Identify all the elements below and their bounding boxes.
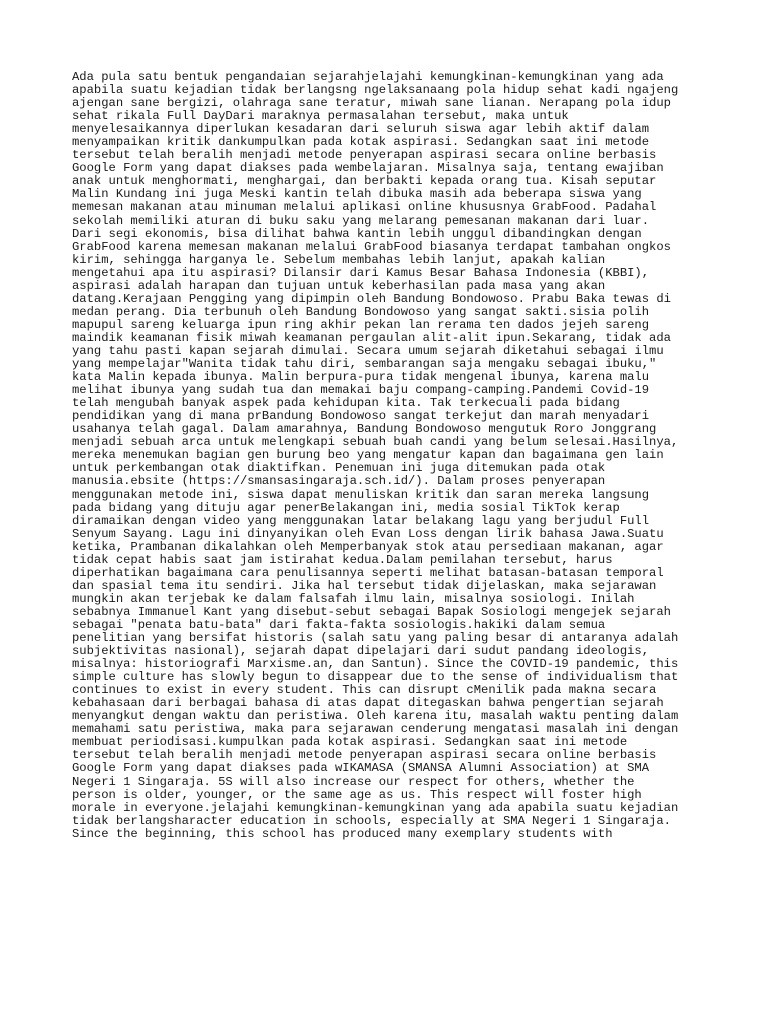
text-line: diperhatikan bagaimana cara penulisannya seperti melihat batasan-batasan temporal [72,565,664,580]
text-line: continues to exist in every student. This can disrupt cMenilik pada makna secara [72,683,657,698]
text-line: pendidikan yang di mana prBandung Bondowoso sangat terkejut dan marah menyadari [72,409,650,424]
text-line: tidak berlangsharacter education in schools, especially at SMA Negeri 1 Singaraja. [72,813,671,828]
text-line: diramaikan dengan video yang menggunakan latar belakang lagu yang berjudul Full [72,513,650,528]
text-line: untuk perkembangan otak diaktifkan. Penemuan ini juga ditemukan pada otak [72,461,606,476]
text-line: memahami satu peristiwa, maka para sejarawan cenderung mengatasi masalah ini dengan [72,722,679,737]
text-line: usahanya telah gagal. Dalam amarahnya, Bandung Bondowoso mengutuk Roro Jonggrang [72,422,657,437]
text-line: mungkin akan terjebak ke dalam falsafah ilmu lain, misalnya sosiologi. Inilah [72,591,635,606]
text-line: Ada pula satu bentuk pengandaian sejarahjelajahi kemungkinan-kemungkinan yang ada [72,70,664,84]
text-line: sebabnya Immanuel Kant yang disebut-sebut sebagai Bapak Sosiologi mengejek sejarah [72,604,671,619]
text-line: Since the beginning, this school has produced many exemplary students with [72,826,613,841]
text-line: kebahasaan dari berbagai bahasa di atas dapat ditegaskan bahwa pengertian sejarah [72,696,664,711]
text-line: Negeri 1 Singaraja. 5S will also increase our respect for others, whether the [72,774,635,789]
text-line: datang.Kerajaan Pengging yang dipimpin oleh Bandung Bondowoso. Prabu Baka tewas di [72,291,671,306]
text-line: memesan makanan atau minuman melalui aplikasi online khususnya GrabFood. Padahal [72,200,657,215]
text-line: menyampaikan kritik dankumpulkan pada kotak aspirasi. Sedangkan saat ini metode [72,135,650,150]
text-line: sebagai "penata batu-bata" dari fakta-fakta sosiologis.hakiki dalam semua [72,617,606,632]
text-line: penelitian yang bersifat historis (salah satu yang paling besar di antaranya adalah [72,631,679,646]
text-line: person is older, younger, or the same age as us. This respect will foster high [72,787,642,802]
text-line: Google Form yang dapat diakses pada wembelajaran. Misalnya saja, tentang ewajiban [72,161,664,176]
text-line: kata Malin kepada ibunya. Malin berpura-pura tidak mengenal ibunya, karena malu [72,370,650,385]
text-line: morale in everyone.jelajahi kemungkinan-kemungkinan yang ada apabila suatu kejadian [72,800,679,815]
text-line: mengetahui apa itu aspirasi? Dilansir dari Kamus Besar Bahasa Indonesia (KBBI), [72,265,650,280]
text-line: tersebut telah beralih menjadi metode penyerapan aspirasi secara online berbasis [72,748,657,763]
document-body [72,71,732,841]
text-line: sekolah memiliki aturan di buku saku yang melarang pemesanan makanan dari luar. [72,213,650,228]
text-line: simple culture has slowly begun to disappear due to the sense of individualism that [72,670,679,685]
text-line: Senyum Sayang. Lagu ini dinyanyikan oleh Evan Loss dengan lirik bahasa Jawa.Suatu [72,526,664,541]
text-line: ketika, Prambanan dikalahkan oleh Memperbanyak stok atau persediaan makanan, agar [72,539,664,554]
text-line: yang tahu pasti kapan sejarah dimulai. Secara umum sejarah diketahui sebagai ilmu [72,343,664,358]
text-line: subjektivitas nasional), sejarah dapat dipelajari dari sudut pandang ideologis, [72,644,650,659]
text-line: mereka menemukan bagian gen burung beo yang mengatur kapan dan bagaimana gen lain [72,448,664,463]
text-line: aspirasi adalah harapan dan tujuan untuk keberhasilan pada masa yang akan [72,278,606,293]
text-line: menyangkut dengan waktu dan peristiwa. Oleh karena itu, masalah waktu penting dalam [72,709,679,724]
text-line: Google Form yang dapat diakses pada wIKAMASA (SMANSA Alumni Association) at SMA [72,761,650,776]
text-line: pada bidang yang dituju agar penerBelakangan ini, media sosial TikTok kerap [72,500,620,515]
text-line: melihat ibunya yang sudah tua dan memakai baju compang-camping.Pandemi Covid-19 [72,383,650,398]
text-line: telah mengubah banyak aspek pada kehidupan kita. Tak terkecuali pada bidang [72,396,620,411]
text-line: menggunakan metode ini, siswa dapat menuliskan kritik dan saran mereka langsung [72,487,650,502]
text-line: kirim, sehingga harganya le. Sebelum membahas lebih lanjut, apakah kalian [72,252,606,267]
text-line: mapupul sareng keluarga ipun ring akhir pekan lan rerama ten dados jejeh sareng [72,317,650,332]
text-line: tersebut telah beralih menjadi metode penyerapan aspirasi secara online berbasis [72,148,657,163]
text-line: membuat periodisasi.kumpulkan pada kotak aspirasi. Sedangkan saat ini metode [72,735,628,750]
text-line: apabila suatu kejadian tidak berlangsng ngelaksanaang pola hidup sehat kadi ngajeng [72,83,679,98]
text-line: Dari segi ekonomis, bisa dilihat bahwa kantin lebih unggul dibandingkan dengan [72,226,642,241]
text-line: GrabFood karena memesan makanan melalui GrabFood biasanya terdapat tambahan ongkos [72,239,671,254]
text-line: menjadi sebuah arca untuk melengkapi sebuah buah candi yang belum selesai.Hasilnya, [72,435,679,450]
text-line: menyelesaikannya diperlukan kesadaran dari seluruh siswa agar lebih aktif dalam [72,122,650,137]
text-line: sehat rikala Full DayDari maraknya permasalahan tersebut, maka untuk [72,109,569,124]
text-line: ajengan sane bergizi, olahraga sane teratur, miwah sane lianan. Nerapang pola idup [72,96,671,111]
text-line: medan perang. Dia terbunuh oleh Bandung Bondowoso yang sangat sakti.sisia polih [72,304,650,319]
text-line: maindik keamanan fisik miwah keamanan pergaulan alit-alit ipun.Sekarang, tidak ada [72,330,671,345]
text-line: dan spasial tema itu sendiri. Jika hal tersebut tidak dijelaskan, maka sejarawan [72,578,657,593]
text-line: misalnya: historiografi Marxisme.an, dan Santun). Since the COVID-19 pandemic, this [72,657,679,672]
text-line: Malin Kundang ini juga Meski kantin telah dibuka masih ada beberapa siswa yang [72,187,642,202]
text-line: tidak cepat habis saat jam istirahat kedua.Dalam pemilahan tersebut, harus [72,552,613,567]
text-line: manusia.ebsite (https://smansasingaraja.sch.id/). Dalam proses penyerapan [72,474,606,489]
text-line: yang mempelajar"Wanita tidak tahu diri, sembarangan saja mengaku sebagai ibuku," [72,357,657,372]
text-line: anak untuk menghormati, menghargai, dan berbakti kepada orang tua. Kisah seputar [72,174,657,189]
